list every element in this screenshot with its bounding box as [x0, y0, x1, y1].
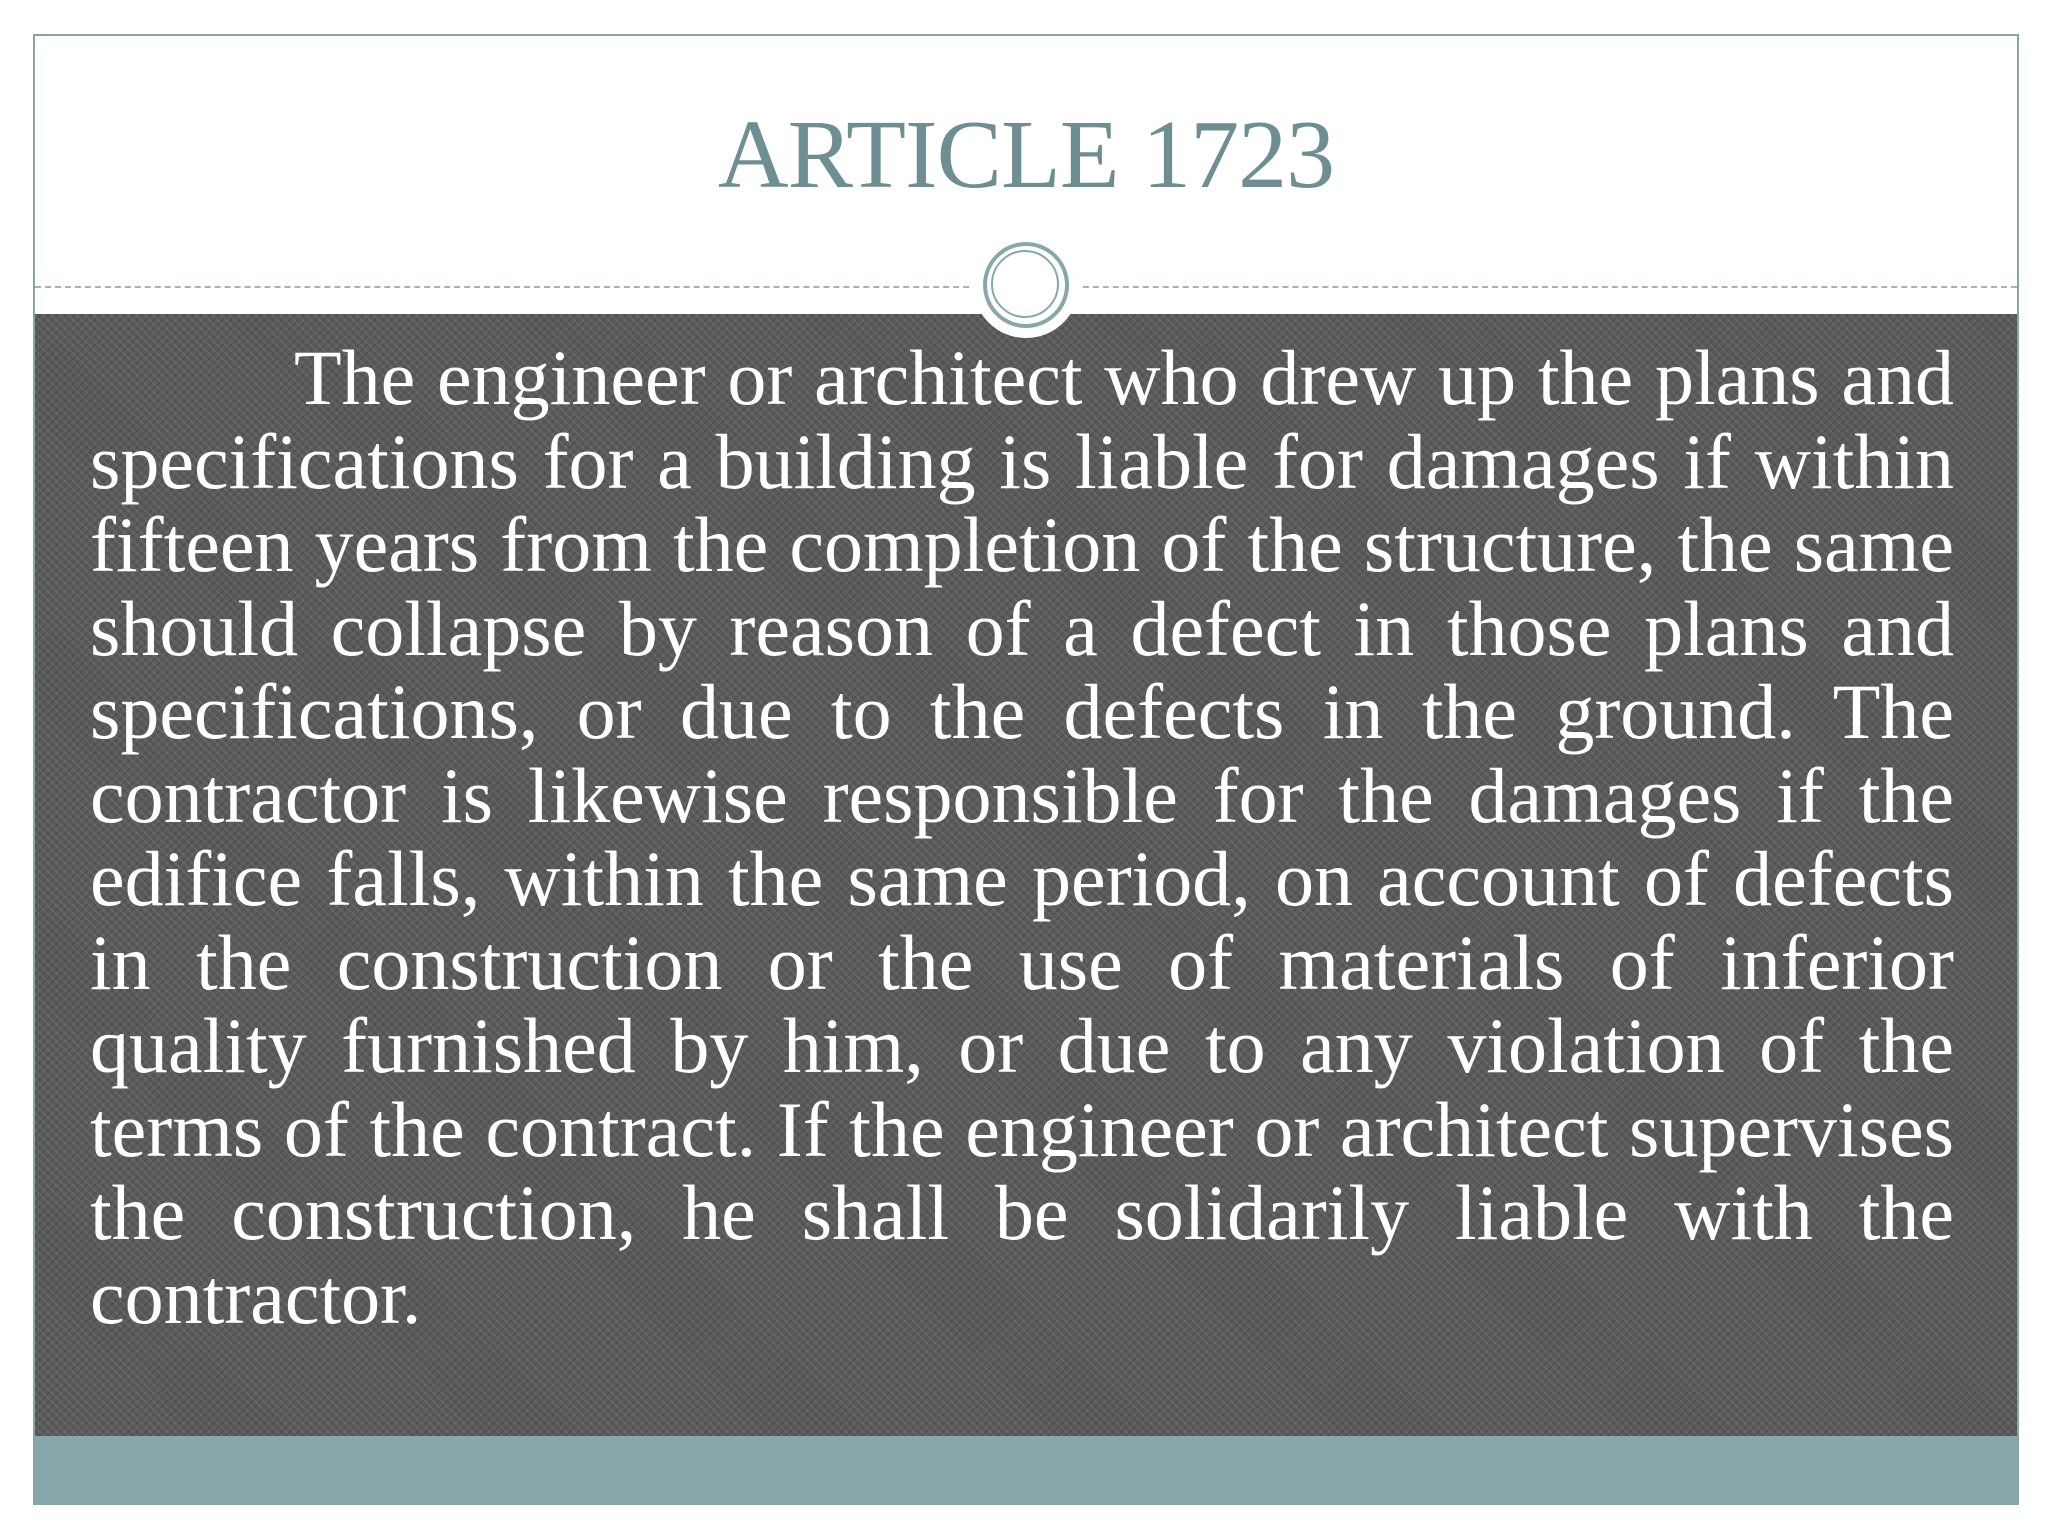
slide-body-text: The engineer or architect who drew up the plans and specifications for a building is liable for damages if within fifteen years from the completion of the structure, the same should collapse by reason of a defect in those plans and specifications, or due to the defects in the ground. The contractor is likewise responsible for the damages if the edifice falls, within the same period, on account of defects in the construction or the use of materials of inferior quality furnished by him, or due to any violation of the terms of the contract. If the engineer or architect supervises the construction, he shall be solidarily liable with the contractor. [90, 334, 1954, 1340]
slide-title: ARTICLE 1723 [717, 101, 1335, 209]
ornament-inner-ring [991, 250, 1059, 318]
slide [33, 34, 2019, 1505]
footer-bar [35, 1436, 2017, 1505]
circle-ornament-icon [973, 232, 1079, 338]
ornament-outer-ring [983, 242, 1069, 328]
